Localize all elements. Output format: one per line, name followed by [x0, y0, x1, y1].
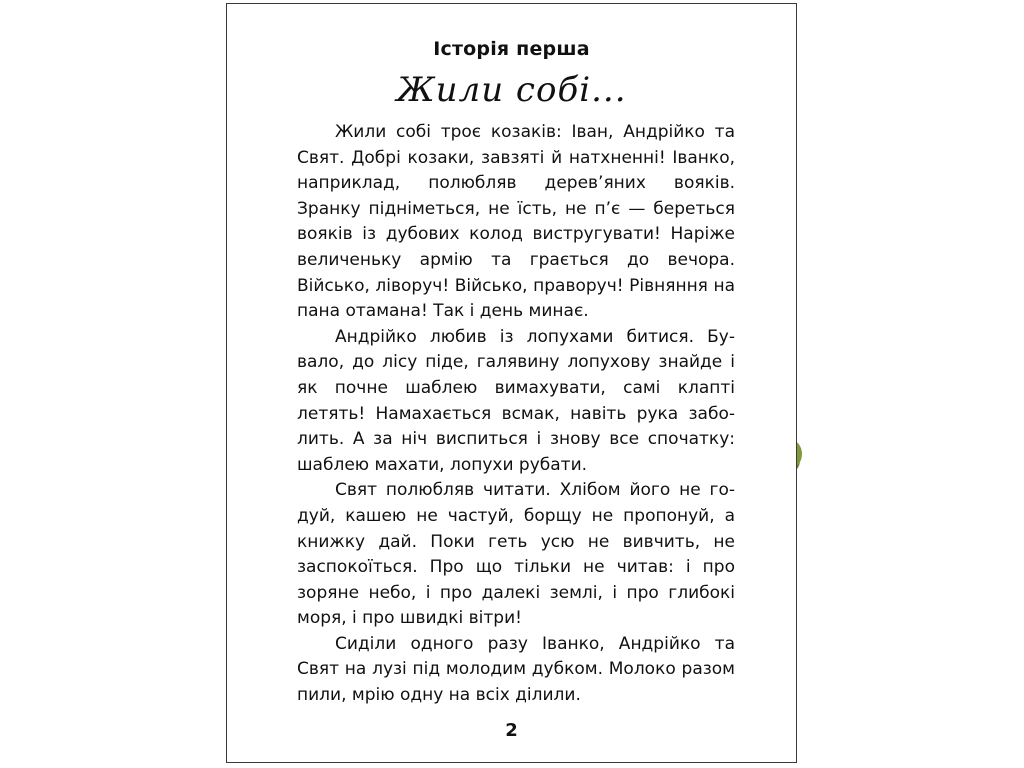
story-title: Жили собі...: [396, 70, 627, 110]
story-body: [297, 120, 735, 709]
story-label: Історія перша: [433, 38, 590, 60]
paragraph-1: Жили собі троє козаків: Іван, Андрійко та Свят. Добрі козаки, завзяті й натхненні! Іванко, наприклад, полюбляв дерев’яних вояків. Зранку підніметься, не їсть, не п’є — береться вояків із дубових колод вистругувати! Наріже величеньку армію та грається до вечора. Військо, ліворуч! Військо, праворуч! Рівняння на пана отамана! Так і день минає.: [297, 122, 735, 322]
paragraph-4: Сиділи одного разу Іванко, Андрійко та Свят на лузі під молодим дубком. Молоко разом пили, мрію одну на всіх ділили.: [297, 633, 735, 706]
paragraph-2: Андрійко любив із лопухами битися. Бувало, до лісу піде, галявину лопухову знайде і як почне шаблею вимахувати, самі клапті летять! Намахається всмак, навіть рука заболить. А за ніч виспиться і знову все спочатку: шаблею махати, лопухи рубати.: [297, 326, 735, 475]
page-number: 2: [505, 720, 518, 741]
paragraph-3: Свят полюбляв читати. Хлібом його не годуй, кашею не частуй, борщу не пропонуй, а книжку дай. Поки геть усю не вивчить, не заспокоїться. Про що тільки не читав: і про зоряне небо, і про далекі землі, і про глибокі моря, і про швидкі вітри!: [297, 480, 735, 629]
book-page: [226, 3, 797, 763]
